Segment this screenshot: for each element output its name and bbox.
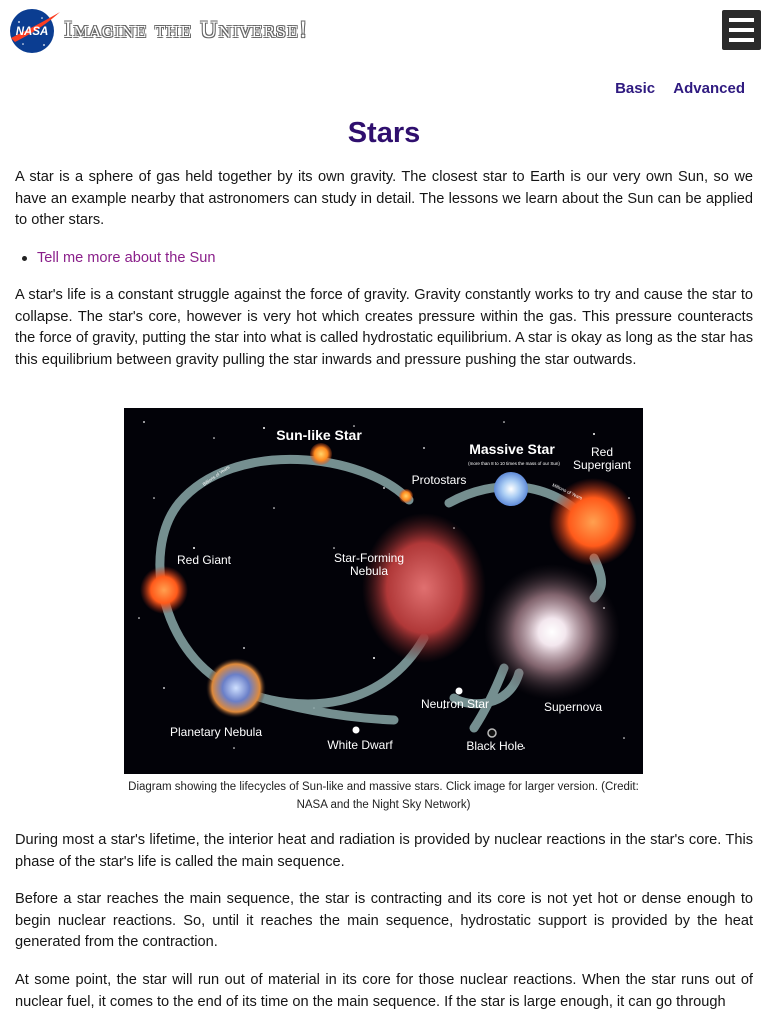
sun-link[interactable]: Tell me more about the Sun <box>37 250 216 266</box>
red-giant-icon <box>140 566 188 614</box>
bullet-icon <box>22 256 27 261</box>
level-nav <box>601 80 745 97</box>
site-title[interactable]: Imagine the Universe! <box>64 18 309 42</box>
intro-paragraph: A star is a sphere of gas held together by its own gravity. The closest star to Earth is our very own Sun, so we have an example nearby that astronomers can study in detail. The lessons we learn about the Sun can be applied to other stars. <box>15 169 753 229</box>
star-lifecycle-diagram[interactable] <box>124 408 643 774</box>
label-massive-star-note: (more than 8 to 10 times the mass of our Sun) <box>468 461 560 466</box>
star-forming-nebula-icon <box>362 513 486 663</box>
protostar-icon <box>399 489 413 503</box>
label-red-supergiant: Red <box>590 445 614 459</box>
label-planetary-nebula: Planetary Nebula <box>169 725 263 739</box>
label-millions-years: Millions of Years <box>551 482 584 501</box>
supernova-icon <box>484 564 620 700</box>
nasa-logo-icon[interactable] <box>9 8 61 54</box>
end-of-fuel-paragraph: At some point, the star will run out of material in its core for those nuclear reactions. When the star runs out of nuclear fuel, it comes to the end of its time on the main sequence. If the star is large enough, it can go through <box>15 972 753 1010</box>
site-header <box>0 0 768 60</box>
label-red-giant: Red Giant <box>176 553 232 567</box>
nasa-logo-text: NASA <box>15 26 49 38</box>
label-protostars: Protostars <box>411 473 467 487</box>
gravity-paragraph: A star's life is a constant struggle against the force of gravity. Gravity constantly works to try and cause the star to collapse. The star's core, however is very hot which creates pressure within the gas. This pressure counteracts the force of gravity, putting the star into what is called hydrostatic equilibrium. A star is okay as long as the star has this equilibrium between gravity pulling the star inwards and pressure pushing the star outwards. <box>15 287 753 369</box>
neutron-star-icon <box>456 688 463 695</box>
label-black-hole: Black Hole <box>466 739 524 753</box>
label-supernova: Supernova <box>543 700 603 714</box>
pre-main-sequence-paragraph: Before a star reaches the main sequence, the star is contracting and its core is not yet hot or dense enough to begin nuclear reactions. So, until it reaches the main sequence, hydrostatic support is provided by the heat generated from the contraction. <box>15 891 753 951</box>
white-dwarf-icon <box>353 727 360 734</box>
label-billions-years: Billions of Years <box>201 464 231 487</box>
label-neutron-star: Neutron Star <box>420 697 490 711</box>
planetary-nebula-icon <box>206 658 266 718</box>
sun-like-star-icon <box>310 443 332 465</box>
diagram-caption: Diagram showing the lifecycles of Sun-like and massive stars. Click image for larger version. (Credit: NASA and the Night Sky Network) <box>128 781 639 811</box>
massive-star-icon <box>494 472 528 506</box>
label-nebula: Star-Forming <box>333 551 405 565</box>
label-white-dwarf: White Dwarf <box>327 738 393 752</box>
label-sun-like-star: Sun-like Star <box>276 427 362 443</box>
list-item <box>22 248 215 269</box>
label-massive-star: Massive Star <box>469 441 555 457</box>
main-sequence-paragraph: During most a star's lifetime, the interior heat and radiation is provided by nuclear reactions in the star's core. This phase of the star's life is called the main sequence. <box>15 832 753 870</box>
hamburger-menu-icon <box>729 18 754 22</box>
hamburger-menu-button[interactable] <box>722 10 761 50</box>
basic-link[interactable]: Basic <box>615 80 656 97</box>
page-title: Stars <box>347 117 421 149</box>
black-hole-icon <box>488 729 496 737</box>
label-red-supergiant-2: Supergiant <box>572 458 632 472</box>
advanced-link[interactable]: Advanced <box>673 80 745 97</box>
label-nebula-2: Nebula <box>349 564 389 578</box>
